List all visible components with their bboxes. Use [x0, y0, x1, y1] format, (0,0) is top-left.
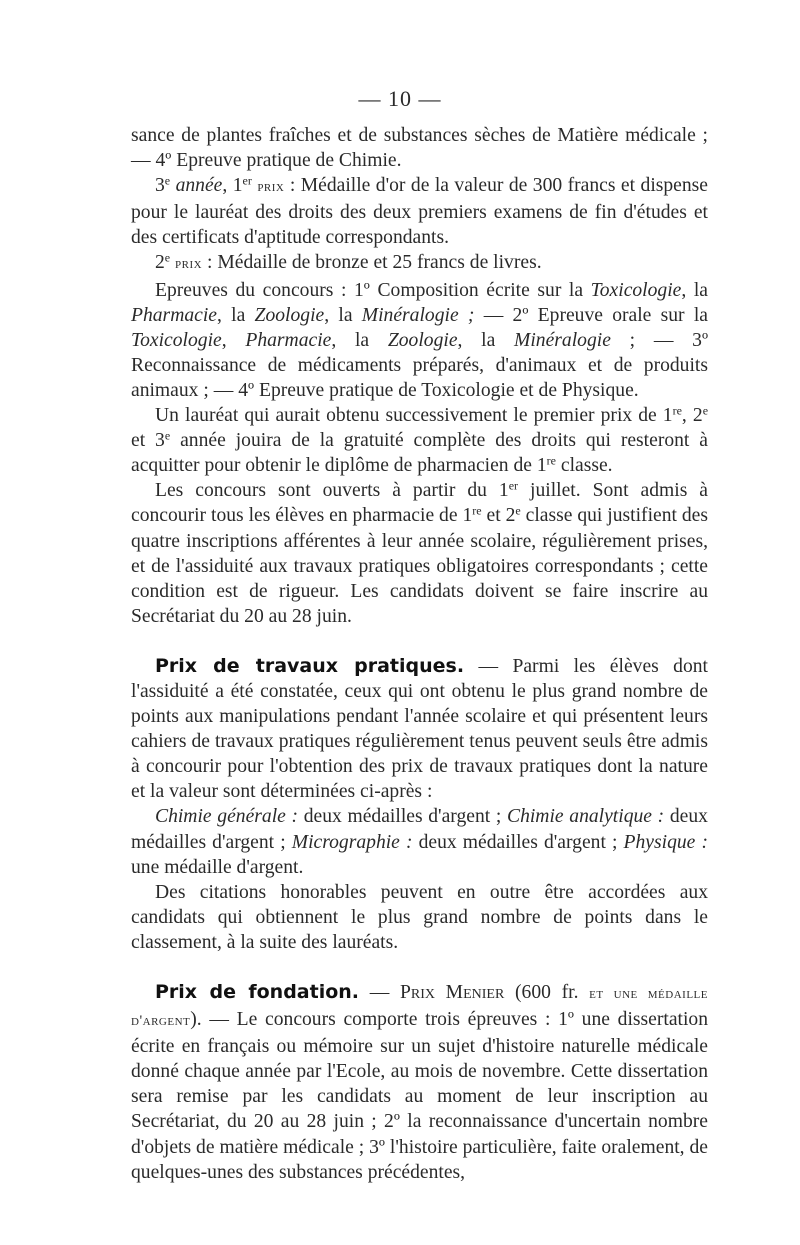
text-run: deux médailles d'argent ;	[298, 806, 507, 828]
prize-number: 2	[155, 252, 165, 274]
superscript: re	[672, 403, 682, 418]
ordinal-superscript: e	[164, 173, 171, 188]
text-run: —	[359, 982, 400, 1003]
prize-number: 1	[232, 175, 243, 197]
ordinal-number: 3	[155, 175, 165, 197]
paragraph-first-prize-third-year: 3e année, 1er prix : Médaille d'or de la valeur de 300 francs et dispense pour le lauréat des droits des deux premiers examens de fin d'études et des certificats d'aptitude correspondants.	[131, 173, 709, 249]
text-run: , la	[331, 329, 388, 351]
paragraph-honorable-citations: Des citations honorables peuvent en outre être accordées aux candidats qui obtiennent le plus grand nombre de points dans le classement, à la suite des lauréats.	[131, 881, 708, 953]
text-run: Les concours sont ouverts à partir du 1	[155, 480, 509, 502]
prize-name-smallcaps: Prix Menier	[399, 982, 505, 1003]
superscript: er	[508, 478, 519, 493]
italic-subject: Pharmacie	[131, 304, 217, 326]
italic-subject: Toxicologie	[590, 279, 682, 301]
text-run: (600 fr.	[504, 982, 590, 1003]
section-heading-foundation: Prix de fondation.	[155, 981, 360, 1003]
text-run: deux médailles d'argent ;	[131, 806, 708, 853]
text-run: , la	[324, 304, 362, 326]
paragraph-contest-tests	[131, 278, 708, 403]
paragraph-laureate-gratuity	[131, 403, 708, 478]
superscript: re	[546, 453, 556, 468]
superscript: re	[472, 503, 482, 518]
italic-subject: Zoologie	[254, 304, 325, 326]
paragraph-practical-medals	[131, 804, 708, 879]
first-prize-text: : Médaille d'or de la valeur de 300 francs et dispense pour le lauréat des droits des deux premiers examens de fin d'études et des certificats d'aptitude correspondants.	[131, 175, 709, 249]
text-run: ,	[221, 329, 246, 351]
italic-subject: Zoologie	[387, 329, 458, 351]
italic-subject: Minéralogie ;	[361, 304, 475, 326]
prize-superscript: e	[164, 250, 171, 265]
text-run: classe qui justifient des quatre inscriptions afférentes à leur année scolaire, régulièrement prises, et de l'assiduité aux travaux pratiques obligatoires correspondants ; cette condition est de rigueur. Les candidats doivent se faire inscrire au Secrétariat du 20 au 28 juin.	[131, 505, 708, 627]
text-run: , la	[681, 279, 708, 301]
text-run: Epreuves du concours : 1º Composition écrite sur la	[155, 279, 591, 301]
page-number: — 10 —	[358, 86, 442, 111]
italic-subject: Chimie générale :	[155, 806, 299, 828]
italic-subject: Physique :	[623, 831, 708, 853]
text-run: classe.	[556, 455, 613, 477]
text-run: et 3	[131, 430, 165, 452]
paragraph-contest-dates	[131, 478, 708, 629]
prize-label: prix	[257, 179, 285, 196]
italic-subject: Micrographie :	[291, 831, 413, 853]
superscript: e	[164, 428, 171, 443]
paragraph-foundation-prize	[131, 980, 708, 1185]
paragraph-practical-work-prize	[131, 654, 708, 805]
text-run: , la	[216, 304, 255, 326]
text-run: et 2	[481, 505, 516, 527]
italic-subject: Toxicologie	[131, 329, 222, 351]
text-run: — Parmi les élèves dont l'assiduité a été constatée, ceux qui ont obtenu le plus grand nombre de points aux manipulations pendant l'année scolaire et qui présentent leurs cahiers de travaux pratiques régulièrement tenus peuvent seuls être admis à concourir pour l'obtention des prix de travaux pratiques dont la nature et la valeur sont déterminées ci-après :	[131, 655, 708, 803]
superscript: e	[702, 403, 709, 418]
italic-subject: Chimie analytique :	[507, 806, 665, 828]
text-run: une médaille d'argent.	[131, 856, 304, 878]
page-body	[131, 123, 708, 1185]
text-run: année jouira de la gratuité complète des droits qui resteront à acquitter pour obtenir le diplôme de pharmacien de 1	[131, 430, 708, 477]
prize-superscript: er	[242, 173, 252, 188]
section-heading-practical-work: Prix de travaux pratiques.	[155, 654, 465, 677]
annee-italic: année	[175, 175, 223, 197]
text-run: deux médailles d'argent ;	[412, 831, 624, 853]
paragraph-second-prize	[131, 250, 708, 277]
prize-label: prix	[175, 256, 203, 273]
text-run: ; — 3º Reconnaissance de médicaments préparés, d'animaux et de produits animaux ; — 4º Epreuve pratique de Toxicologie et de Physique.	[131, 329, 709, 401]
second-prize-text: : Médaille de bronze et 25 francs de livres.	[202, 252, 542, 274]
text-run: , la	[457, 329, 515, 351]
prize-medal-smallcaps: et une médaille d'argent	[131, 986, 708, 1030]
superscript: e	[515, 503, 521, 518]
text-run: ). — Le concours comporte trois épreuves : 1º une dissertation écrite en français ou mémoire sur un sujet d'histoire naturelle médicale donné chaque année par l'Ecole, au mois de novembre. Cette dissertation sera remise par les candidats au moment de leur inscription au Secrétariat, du 20 au 28 juin ; 2º la reconnaissance d'uncertain nombre d'objets de matière médicale ; 3º l'histoire particulière, faite oralement, de quelques-unes des substances précédentes,	[131, 1009, 708, 1183]
text-run: , 2	[681, 405, 703, 427]
italic-subject: Minéralogie	[514, 329, 611, 351]
paragraph-continuation: sance de plantes fraîches et de substances sèches de Matière médicale ; — 4º Epreuve pratique de Chimie.	[131, 125, 708, 172]
text-run: — 2º Epreuve orale sur la	[474, 304, 708, 326]
text-run: juillet. Sont admis à concourir tous les élèves en pharmacie de 1	[131, 480, 708, 527]
italic-subject: Pharmacie	[245, 329, 332, 351]
text-run: Un lauréat qui aurait obtenu successivement le premier prix de 1	[155, 405, 673, 427]
